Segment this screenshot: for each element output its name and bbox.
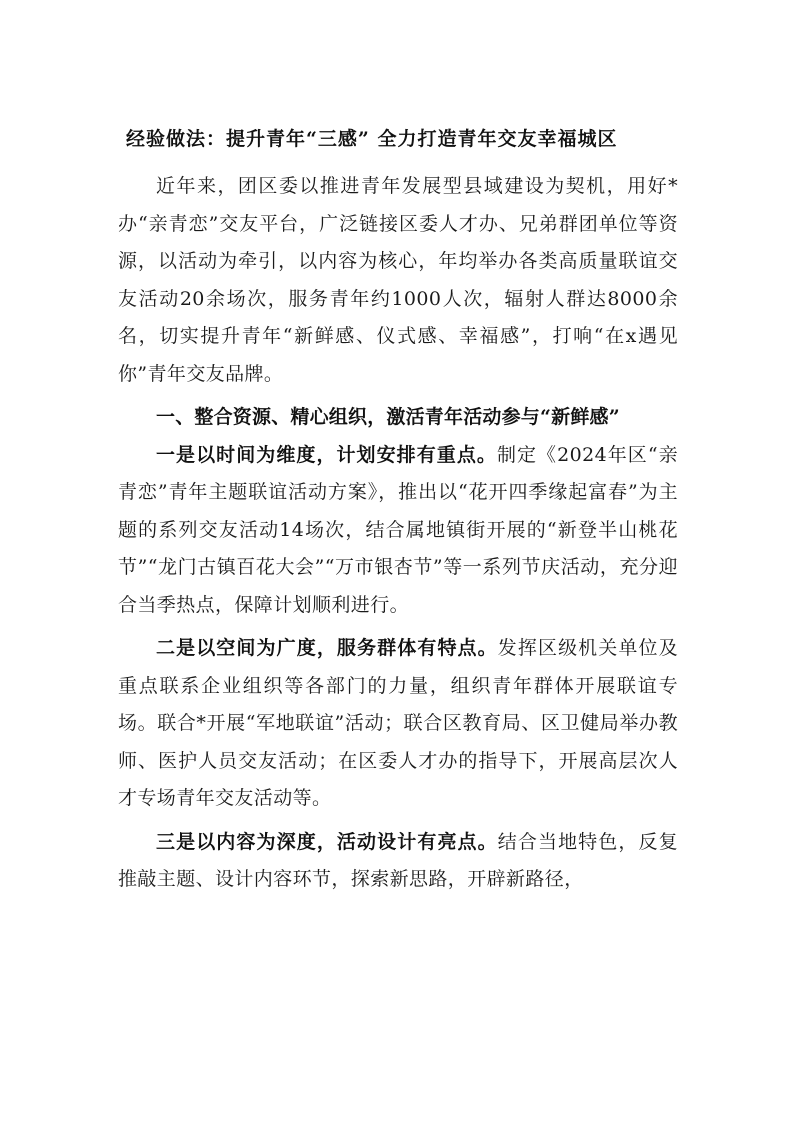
item-paragraph-3 xyxy=(118,824,678,899)
item-body-3: 结合当地特色，反复推敲主题、设计内容环节，探索新思路，开辟新路径， xyxy=(118,830,678,890)
section-heading-1: 一、整合资源、精心组织，激活青年活动参与“新鲜感” xyxy=(156,406,620,428)
item-body-2: 发挥区级机关单位及重点联系企业组织等各部门的力量，组织青年群体开展联谊专场。联合*开展“军地联谊”活动；联合区教育局、区卫健局举办教师、医护人员交友活动；在区委人才办的指导下，开展高层次人才专场青年交友活动等。 xyxy=(118,637,678,809)
item-paragraph-2 xyxy=(118,630,678,818)
item-paragraph-1 xyxy=(118,437,678,625)
item-lead-2: 二是以空间为广度，服务群体有特点。 xyxy=(156,637,498,659)
item-lead-1: 一是以时间为维度，计划安排有重点。 xyxy=(156,443,497,466)
item-lead-3: 三是以内容为深度，活动设计有亮点。 xyxy=(156,830,498,853)
document-title: 经验做法：提升青年“三感” 全力打造青年交友幸福城区 xyxy=(126,128,618,150)
document-body xyxy=(118,120,678,899)
item-body-1: 制定《2024年区“亲青恋”青年主题联谊活动方案》，推出以“花开四季缘起富春”为主题的系列交友活动14场次，结合属地镇街开展的“新登半山桃花节”“龙门古镇百花大会”“万市银杏节”等一系列节庆活动，充分迎合当季热点，保障计划顺利进行。 xyxy=(118,443,678,616)
intro-paragraph: 近年来，团区委以推进青年发展型县域建设为契机，用好*办“亲青恋”交友平台，广泛链接区委人才办、兄弟群团单位等资源，以活动为牵引，以内容为核心，年均举办各类高质量联谊交友活动20余场次，服务青年约1000人次，辐射人群达8000余名，切实提升青年“新鲜感、仪式感、幸福感”，打响“在x遇见你”青年交友品牌。 xyxy=(118,175,678,385)
